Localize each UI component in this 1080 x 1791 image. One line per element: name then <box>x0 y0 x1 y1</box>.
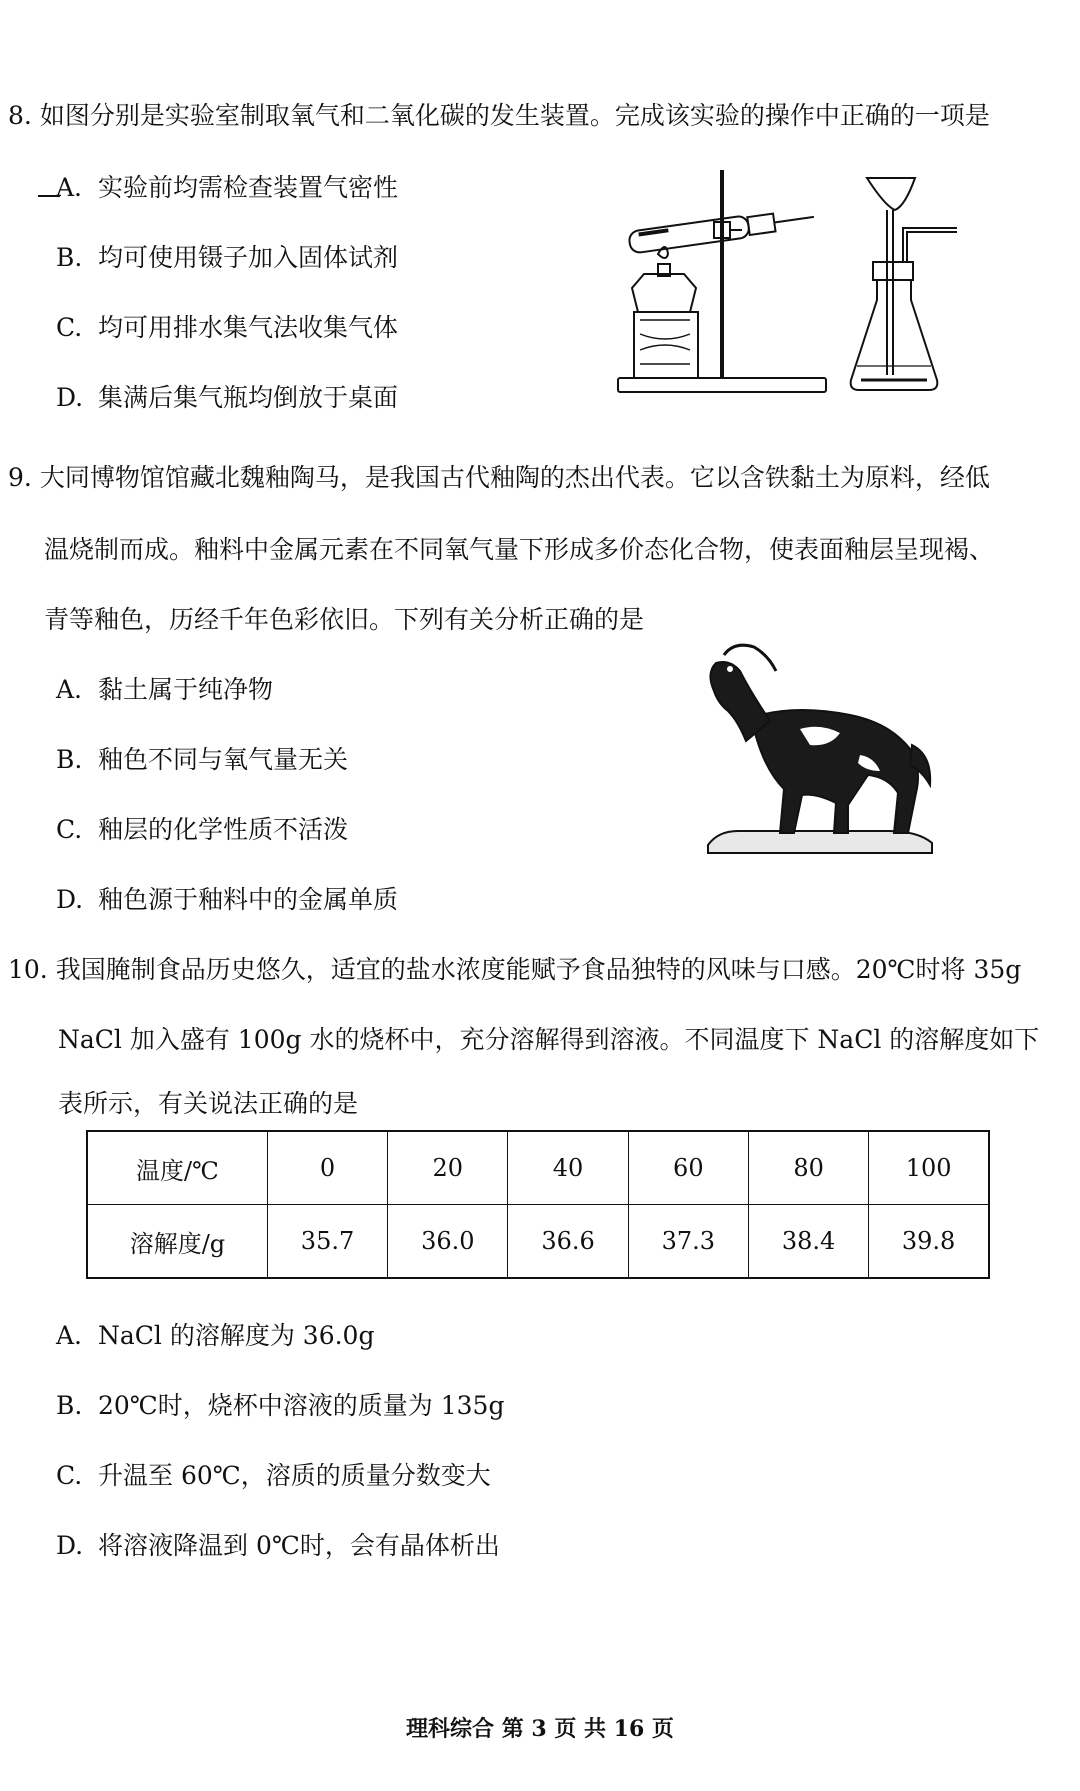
q10-number: 10. <box>8 955 48 984</box>
q8-option-a[interactable]: A. 实验前均需检查装置气密性 <box>56 173 399 202</box>
q10-option-a[interactable]: A. NaCl 的溶解度为 36.0g <box>56 1321 375 1350</box>
q9-stem-line-1: 9. 大同博物馆馆藏北魏釉陶马，是我国古代釉陶的杰出代表。它以含铁黏土为原料，经低 <box>8 463 990 492</box>
table-cell: 36.0 <box>388 1205 508 1279</box>
table-cell: 40 <box>508 1131 628 1205</box>
oxygen-apparatus-figure <box>610 160 840 400</box>
q9-number: 9. <box>8 463 32 492</box>
table-cell: 38.4 <box>748 1205 868 1279</box>
q8-number: 8. <box>8 101 32 130</box>
q8-text: 如图分别是实验室制取氧气和二氧化碳的发生装置。完成该实验的操作中正确的一项是 <box>39 101 990 130</box>
q9-option-a[interactable]: A. 黏土属于纯净物 <box>56 675 274 704</box>
table-cell: 39.8 <box>869 1205 989 1279</box>
q8-stem <box>8 102 1072 130</box>
q8-option-c[interactable]: C. 均可用排水集气法收集气体 <box>56 313 399 342</box>
pottery-horse-figure <box>700 635 945 865</box>
table-cell: 37.3 <box>628 1205 748 1279</box>
q10-option-c[interactable]: C. 升温至 60℃，溶质的质量分数变大 <box>56 1461 491 1490</box>
table-cell: 20 <box>388 1131 508 1205</box>
solubility-header: 溶解度/g <box>87 1205 267 1279</box>
table-cell: 60 <box>628 1131 748 1205</box>
temperature-header: 温度/℃ <box>87 1131 267 1205</box>
table-cell: 0 <box>267 1131 387 1205</box>
solubility-table <box>86 1130 990 1279</box>
q8-option-d[interactable]: D. 集满后集气瓶均倒放于桌面 <box>56 383 399 412</box>
q10-option-d[interactable]: D. 将溶液降温到 0℃时，会有晶体析出 <box>56 1531 500 1560</box>
co2-apparatus-figure <box>845 170 965 400</box>
q9-option-b[interactable]: B. 釉色不同与氧气量无关 <box>56 745 349 774</box>
page-footer: 理科综合 第 3 页 共 16 页 <box>406 1716 674 1742</box>
q9-option-c[interactable]: C. 釉层的化学性质不活泼 <box>56 815 349 844</box>
table-row <box>87 1131 989 1205</box>
table-row <box>87 1205 989 1279</box>
table-cell: 35.7 <box>267 1205 387 1279</box>
q8-option-b[interactable]: B. 均可使用镊子加入固体试剂 <box>56 243 399 272</box>
table-cell: 80 <box>748 1131 868 1205</box>
q10-option-b[interactable]: B. 20℃时，烧杯中溶液的质量为 135g <box>56 1391 505 1420</box>
q10-stem-line-3: 表所示，有关说法正确的是 <box>58 1089 359 1118</box>
q10-stem-line-1: 10. 我国腌制食品历史悠久，适宜的盐水浓度能赋予食品独特的风味与口感。20℃时将 35g <box>8 955 1022 984</box>
q9-stem-line-3: 青等釉色，历经千年色彩依旧。下列有关分析正确的是 <box>44 605 645 634</box>
q9-stem-line-2: 温烧制而成。釉料中金属元素在不同氧气量下形成多价态化合物，使表面釉层呈现褐、 <box>44 535 995 564</box>
q9-option-d[interactable]: D. 釉色源于釉料中的金属单质 <box>56 885 399 914</box>
q10-stem-line-2: NaCl 加入盛有 100g 水的烧杯中，充分溶解得到溶液。不同温度下 NaCl 的溶解度如下 <box>58 1025 1040 1054</box>
table-cell: 100 <box>869 1131 989 1205</box>
table-cell: 36.6 <box>508 1205 628 1279</box>
